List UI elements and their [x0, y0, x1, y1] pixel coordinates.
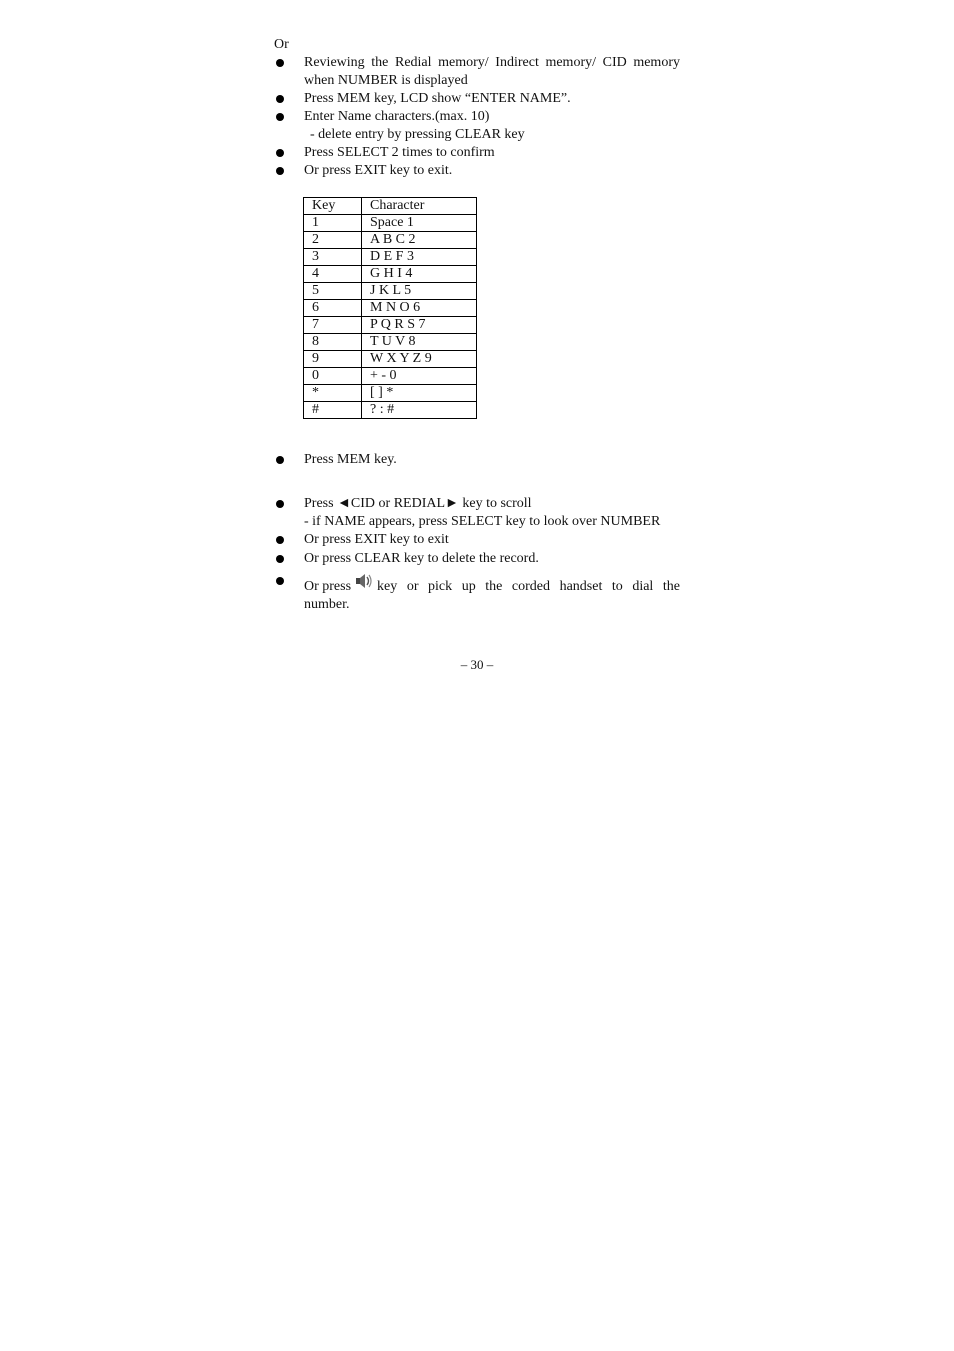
table-row	[304, 283, 477, 300]
character-cell: Space 1	[362, 215, 477, 232]
table-header-row	[304, 198, 477, 215]
bullet-icon	[276, 95, 284, 103]
table-row	[304, 266, 477, 283]
bullet-icon	[276, 500, 284, 508]
name-entry-steps	[274, 54, 680, 180]
delete-entry-note: - delete entry by pressing CLEAR key	[310, 127, 525, 142]
table-row	[304, 385, 477, 402]
key-character-table	[303, 197, 477, 419]
column-header-character: Character	[362, 198, 477, 215]
character-cell: [ ] *	[362, 385, 477, 402]
key-cell: 4	[304, 266, 362, 283]
key-cell: 7	[304, 317, 362, 334]
character-cell: T U V 8	[362, 334, 477, 351]
table-row	[304, 232, 477, 249]
key-cell: 0	[304, 368, 362, 385]
table-row	[304, 249, 477, 266]
key-cell: 3	[304, 249, 362, 266]
key-cell: 6	[304, 300, 362, 317]
character-cell: M N O 6	[362, 300, 477, 317]
bullet-icon	[276, 456, 284, 464]
list-item: Or press EXIT key to exit	[274, 531, 680, 549]
list-item: Press MEM key, LCD show “ENTER NAME”.	[274, 90, 680, 108]
key-cell: 9	[304, 351, 362, 368]
table-row	[304, 215, 477, 232]
table-row	[304, 351, 477, 368]
key-cell: 5	[304, 283, 362, 300]
bullet-icon	[276, 59, 284, 67]
list-item: Reviewing the Redial memory/ Indirect memory/ CID memory when NUMBER is displayed	[274, 54, 680, 90]
table-row	[304, 402, 477, 419]
character-cell: A B C 2	[362, 232, 477, 249]
column-header-key: Key	[304, 198, 362, 215]
character-cell: D E F 3	[362, 249, 477, 266]
speakerphone-icon	[355, 572, 373, 590]
character-cell: P Q R S 7	[362, 317, 477, 334]
character-cell: W X Y Z 9	[362, 351, 477, 368]
list-item: Or press EXIT key to exit.	[274, 162, 680, 180]
list-item: Or press key or pick up the corded handset to dial the number.	[274, 572, 680, 614]
character-cell: J K L 5	[362, 283, 477, 300]
key-cell: *	[304, 385, 362, 402]
list-item: Enter Name characters.(max. 10) - delete entry by pressing CLEAR key	[274, 108, 680, 144]
table-row	[304, 368, 477, 385]
bullet-icon	[276, 113, 284, 121]
bullet-icon	[276, 577, 284, 585]
bullet-icon	[276, 167, 284, 175]
table-row	[304, 317, 477, 334]
key-cell: 8	[304, 334, 362, 351]
mem-step	[274, 451, 680, 469]
list-item: Press MEM key.	[274, 451, 680, 469]
list-item: Press SELECT 2 times to confirm	[274, 144, 680, 162]
character-cell: + - 0	[362, 368, 477, 385]
character-cell: G H I 4	[362, 266, 477, 283]
dial-line: Or press key or pick up the corded handset to dial the	[304, 572, 680, 596]
review-steps	[274, 495, 680, 614]
character-cell: ? : #	[362, 402, 477, 419]
list-item: Press ◄CID or REDIAL► key to scroll - if NAME appears, press SELECT key to look over NUMBER	[274, 495, 680, 531]
name-appears-note: - if NAME appears, press SELECT key to look over NUMBER	[304, 514, 661, 529]
key-cell: 1	[304, 215, 362, 232]
table-row	[304, 300, 477, 317]
bullet-icon	[276, 555, 284, 563]
key-cell: #	[304, 402, 362, 419]
page-number: – 30 –	[460, 657, 494, 672]
table-row	[304, 334, 477, 351]
bullet-icon	[276, 149, 284, 157]
intro-or: Or	[274, 37, 289, 52]
key-cell: 2	[304, 232, 362, 249]
list-item: Or press CLEAR key to delete the record.	[274, 550, 680, 568]
bullet-icon	[276, 536, 284, 544]
